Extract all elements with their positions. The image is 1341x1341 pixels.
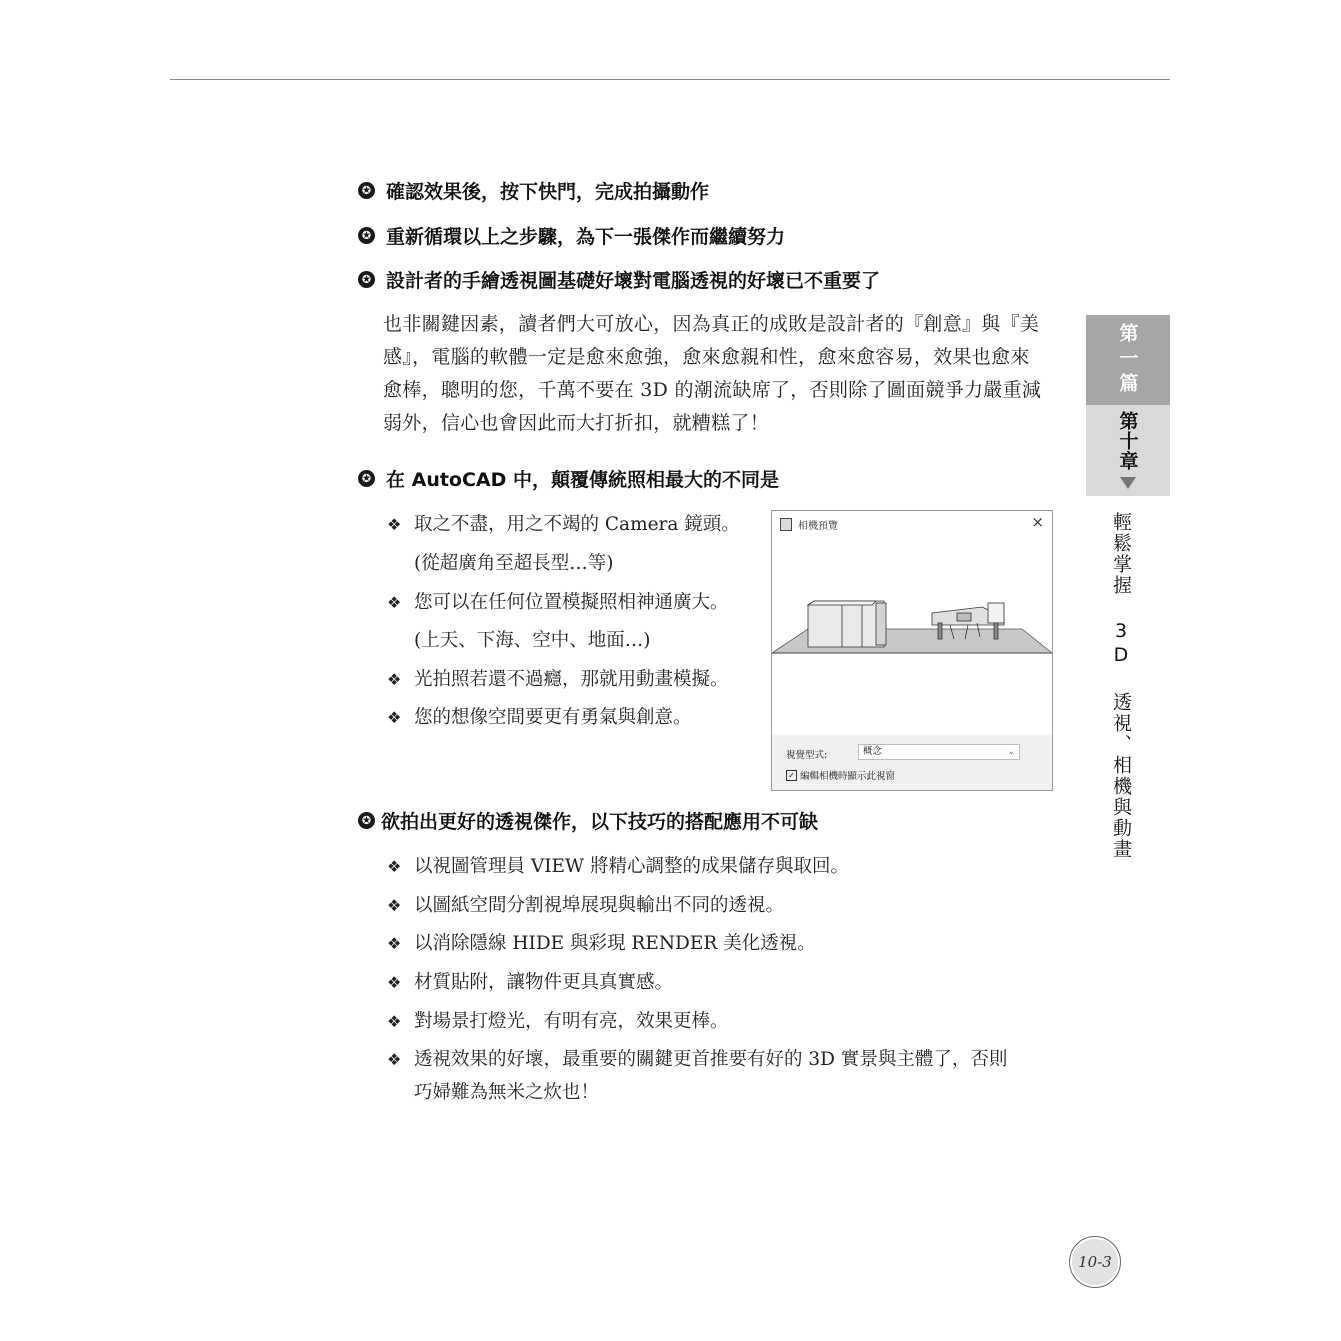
heading-5-text: 欲拍出更好的透視傑作，以下技巧的搭配應用不可缺 [381, 811, 819, 833]
star-circle-icon: ✪ [358, 470, 375, 487]
heading-4-text: 在 AutoCAD 中，顛覆傳統照相最大的不同是 [386, 469, 780, 491]
part-label: 第一篇 [1116, 322, 1139, 398]
close-icon[interactable]: × [1031, 513, 1044, 531]
paragraph-line: 弱外，信心也會因此而大打折扣，就糟糕了！ [383, 412, 770, 434]
camera-bullet-3 [387, 665, 729, 691]
triangle-down-icon [1120, 477, 1136, 489]
diamond-bullet-icon: ❖ [387, 593, 402, 612]
page-number: 10-3 [1069, 1236, 1121, 1288]
bullet-text: 取之不盡，用之不竭的 Camera 鏡頭。 [414, 514, 740, 535]
camera-bullet-1-note: (從超廣角至超長型…等) [414, 553, 614, 574]
visual-style-value: 概念 [863, 746, 883, 757]
chevron-down-icon: ⌄ [1007, 747, 1015, 757]
bullet-text: 透視效果的好壞，最重要的關鍵更首推要有好的 3D 實景與主體了，否則 [414, 1049, 1008, 1070]
diamond-bullet-icon: ❖ [387, 670, 402, 689]
tip-bullet-4 [387, 968, 673, 994]
show-window-checkbox-label: 編輯相機時顯示此視窗 [800, 771, 896, 782]
heading-2 [358, 222, 785, 249]
chapter-tab [1086, 405, 1170, 496]
bullet-text: 以圖紙空間分割視埠展現與輸出不同的透視。 [414, 895, 785, 916]
diamond-bullet-icon: ❖ [387, 973, 402, 992]
star-circle-icon: ✪ [358, 271, 375, 288]
diamond-bullet-icon: ❖ [387, 1012, 402, 1031]
heading-3 [358, 266, 880, 293]
body-paragraph [383, 308, 1058, 440]
paragraph-line: 愈棒，聰明的您，千萬不要在 3D 的潮流缺席了，否則除了圖面競爭力嚴重減 [383, 379, 1042, 401]
dialog-options [772, 735, 1052, 790]
heading-3-text: 設計者的手繪透視圖基礎好壞對電腦透視的好壞已不重要了 [386, 270, 881, 292]
diamond-bullet-icon: ❖ [387, 708, 402, 727]
bullet-text: 您的想像空間要更有勇氣與創意。 [414, 707, 692, 728]
camera-preview-viewport [772, 539, 1052, 735]
show-window-checkbox[interactable]: ✓ [786, 770, 797, 781]
tip-bullet-1 [387, 852, 849, 878]
diamond-bullet-icon: ❖ [387, 896, 402, 915]
star-circle-icon: ✪ [358, 227, 375, 244]
cabinet-model [808, 601, 886, 647]
camera-bullet-4 [387, 703, 692, 729]
tip-bullet-5 [387, 1007, 729, 1033]
chapter-title: 輕鬆掌握 3D 透視、相機與動畫 [1110, 512, 1132, 860]
bullet-text: 以視圖管理員 VIEW 將精心調整的成果儲存與取回。 [414, 856, 849, 877]
camera-bullet-2-note: (上天、下海、空中、地面…) [414, 630, 651, 651]
bullet-text: 材質貼附，讓物件更具真實感。 [414, 972, 674, 993]
camera-bullet-1 [387, 510, 740, 536]
part-tab [1086, 315, 1170, 405]
diamond-bullet-icon: ❖ [387, 857, 402, 876]
chapter-label: 第十章 [1116, 411, 1139, 471]
camera-bullet-2 [387, 588, 729, 614]
star-circle-icon: ✪ [358, 182, 375, 199]
tip-bullet-6-continued: 巧婦難為無米之炊也！ [414, 1082, 600, 1103]
camera-preview-dialog [771, 510, 1053, 791]
paragraph-line: 也非關鍵因素，讀者們大可放心，因為真正的成敗是設計者的『創意』與『美 [383, 313, 1040, 335]
heading-2-text: 重新循環以上之步驟，為下一張傑作而繼續努力 [386, 226, 786, 248]
bullet-text: 對場景打燈光，有明有亮，效果更棒。 [414, 1011, 729, 1032]
show-window-option [786, 768, 895, 782]
heading-1 [358, 177, 709, 204]
heading-1-text: 確認效果後，按下快門，完成拍攝動作 [386, 181, 710, 203]
tip-bullet-3 [387, 929, 816, 955]
heading-4 [358, 465, 779, 492]
visual-style-label: 視覺型式: [786, 750, 828, 761]
diamond-bullet-icon: ❖ [387, 1050, 402, 1069]
bullet-text: 以消除隱線 HIDE 與彩現 RENDER 美化透視。 [414, 933, 816, 954]
dialog-titlebar [780, 515, 838, 533]
app-icon [780, 518, 792, 531]
bullet-text: 您可以在任何位置模擬照相神通廣大。 [414, 592, 729, 613]
visual-style-select[interactable] [858, 744, 1020, 760]
top-rule [170, 79, 1170, 80]
heading-5 [358, 807, 818, 834]
dialog-title: 相機預覽 [798, 520, 838, 532]
star-circle-icon: ✪ [358, 812, 375, 829]
diamond-bullet-icon: ❖ [387, 934, 402, 953]
bullet-text: 光拍照若還不過癮，那就用動畫模擬。 [414, 669, 729, 690]
diamond-bullet-icon: ❖ [387, 515, 402, 534]
tip-bullet-6 [387, 1045, 1007, 1071]
paragraph-line: 感』，電腦的軟體一定是愈來愈強，愈來愈親和性，愈來愈容易，效果也愈來 [383, 346, 1030, 368]
tip-bullet-2 [387, 891, 784, 917]
